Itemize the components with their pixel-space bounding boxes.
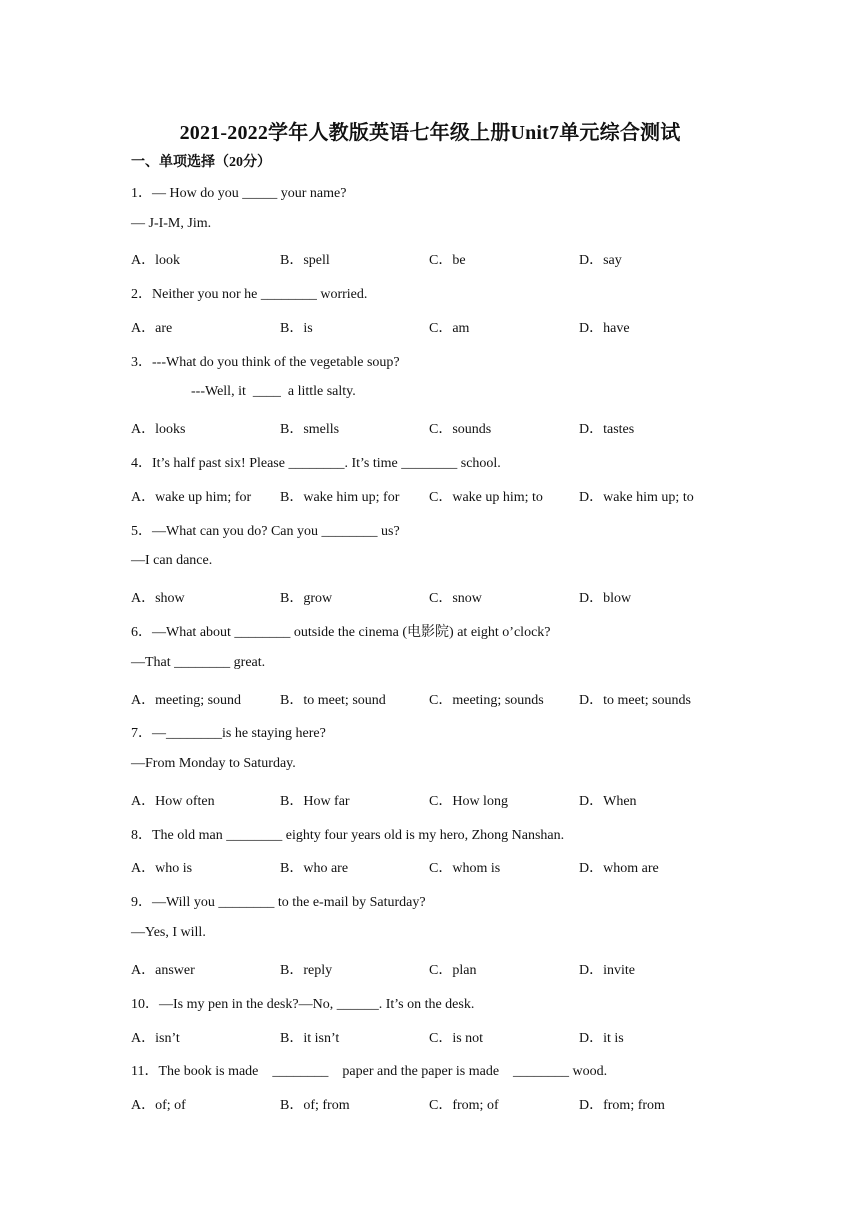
- question-7-answer-line: —From Monday to Saturday.: [131, 756, 296, 771]
- question-11-options: [131, 1094, 731, 1174]
- option-c: C．wake up him; to: [429, 490, 543, 505]
- option-c: C．from; of: [429, 1098, 499, 1113]
- question-11-stem: 11．The book is made ________ paper and the paper is made ________ wood.: [131, 1064, 608, 1079]
- option-d: D．say: [579, 253, 622, 268]
- option-a: A．isn’t: [131, 1031, 180, 1046]
- option-d: D．whom are: [579, 861, 659, 876]
- option-a: A．of; of: [131, 1098, 186, 1113]
- question-1-stem: 1．— How do you _____ your name?: [131, 186, 347, 201]
- question-10-stem: 10．—Is my pen in the desk?—No, ______. It’s on the desk.: [131, 997, 475, 1012]
- question-8-stem: 8．The old man ________ eighty four years old is my hero, Zhong Nanshan.: [131, 828, 565, 843]
- option-d: D．blow: [579, 591, 632, 606]
- question-7-stem: 7．—________is he staying here?: [131, 726, 326, 741]
- option-a: A．How often: [131, 794, 215, 809]
- option-d: D．wake him up; to: [579, 490, 694, 505]
- question-6-stem: 6．—What about ________ outside the cinema (电影院) at eight o’clock?: [131, 625, 551, 640]
- option-d: D．to meet; sounds: [579, 693, 691, 708]
- option-b: B．reply: [280, 963, 333, 978]
- section-heading: 一、单项选择（20分）: [131, 155, 271, 170]
- question-3-stem: 3．---What do you think of the vegetable soup?: [131, 355, 400, 370]
- option-c: C．be: [429, 253, 466, 268]
- option-b: B．grow: [280, 591, 333, 606]
- option-d: D．from; from: [579, 1098, 665, 1113]
- option-c: C．am: [429, 321, 470, 336]
- question-5-answer-line: —I can dance.: [131, 553, 213, 568]
- option-a: A．answer: [131, 963, 195, 978]
- option-c: C．is not: [429, 1031, 484, 1046]
- option-a: A．looks: [131, 422, 186, 437]
- option-b: B．smells: [280, 422, 340, 437]
- option-c: C．meeting; sounds: [429, 693, 544, 708]
- option-b: B．spell: [280, 253, 330, 268]
- page-title: 2021-2022学年人教版英语七年级上册Unit7单元综合测试: [179, 122, 681, 144]
- option-d: D．When: [579, 794, 637, 809]
- question-6-answer-line: —That ________ great.: [131, 655, 266, 670]
- option-a: A．show: [131, 591, 185, 606]
- option-d: D．invite: [579, 963, 635, 978]
- option-a: A．are: [131, 321, 173, 336]
- question-3-answer-line: ---Well, it ____ a little salty.: [191, 384, 356, 399]
- option-c: C．plan: [429, 963, 477, 978]
- option-b: B．of; from: [280, 1098, 350, 1113]
- option-a: A．who is: [131, 861, 193, 876]
- question-5-stem: 5．—What can you do? Can you ________ us?: [131, 524, 400, 539]
- option-b: B．wake him up; for: [280, 490, 400, 505]
- option-d: D．have: [579, 321, 630, 336]
- option-b: B．is: [280, 321, 313, 336]
- option-b: B．who are: [280, 861, 349, 876]
- option-c: C．snow: [429, 591, 482, 606]
- option-c: C．sounds: [429, 422, 492, 437]
- option-b: B．to meet; sound: [280, 693, 386, 708]
- question-2-stem: 2．Neither you nor he ________ worried.: [131, 287, 368, 302]
- option-a: A．meeting; sound: [131, 693, 242, 708]
- question-9-stem: 9．—Will you ________ to the e-mail by Saturday?: [131, 895, 426, 910]
- option-a: A．wake up him; for: [131, 490, 252, 505]
- option-b: B．it isn’t: [280, 1031, 340, 1046]
- option-a: A．look: [131, 253, 180, 268]
- option-c: C．How long: [429, 794, 508, 809]
- option-c: C．whom is: [429, 861, 501, 876]
- question-9-answer-line: —Yes, I will.: [131, 925, 206, 940]
- option-d: D．it is: [579, 1031, 624, 1046]
- option-b: B．How far: [280, 794, 350, 809]
- question-4-stem: 4．It’s half past six! Please ________. It’s time ________ school.: [131, 456, 501, 471]
- option-d: D．tastes: [579, 422, 635, 437]
- question-1-answer-line: — J-I-M, Jim.: [131, 216, 212, 231]
